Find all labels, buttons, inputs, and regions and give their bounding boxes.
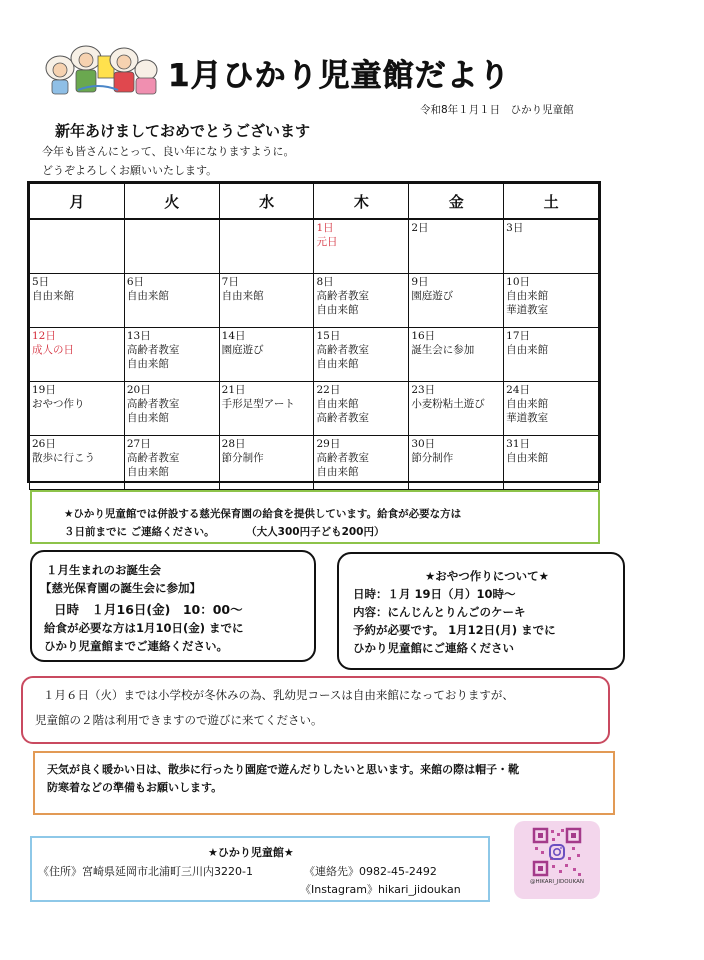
- snack-line: ひかり児童館にご連絡ください: [353, 641, 514, 655]
- day-number: 8日: [316, 276, 334, 288]
- day-event: 成人の日: [32, 344, 74, 356]
- day-event: 自由来館: [32, 290, 74, 302]
- snack-datetime: 日時：１月 19日（月）10時～: [353, 587, 516, 601]
- weekday-header: 水: [219, 184, 314, 220]
- calendar-day-cell: [409, 436, 504, 490]
- weekday-header: 月: [30, 184, 125, 220]
- day-event: 高齢者教室: [126, 344, 180, 356]
- calendar-day-cell: [504, 436, 599, 490]
- calendar-grid: [29, 183, 599, 490]
- calendar-day-cell: [409, 274, 504, 328]
- day-event: 自由来館: [126, 290, 169, 302]
- qr-code-icon: [532, 827, 582, 877]
- calendar-day-cell: [124, 219, 219, 274]
- contact-address: 《住所》宮崎県延岡市北浦町三川内3220-1: [38, 865, 253, 878]
- calendar-day-cell: [124, 382, 219, 436]
- day-number: 13日: [126, 330, 151, 342]
- calendar-week-row: [30, 328, 599, 382]
- notice-line: 児童館の２階は利用できますので遊びに来てください。: [35, 713, 323, 727]
- contact-title: ★ひかり児童館★: [208, 846, 294, 859]
- weather-line: 防寒着などの準備もお願いします。: [47, 781, 223, 794]
- greeting-line: 今年も皆さんにとって、良い年になりますように。: [42, 145, 295, 158]
- day-number: 9日: [411, 276, 429, 288]
- day-number: 10日: [506, 276, 531, 288]
- day-event: 自由来館: [221, 290, 264, 302]
- calendar-day-cell: [219, 328, 314, 382]
- day-number: 16日: [411, 330, 436, 342]
- meal-notice-box: [30, 490, 600, 544]
- birthday-line: 給食が必要な方は1月10日(金) までに: [44, 621, 244, 635]
- day-event: 小麦粉粘土遊び: [411, 398, 485, 410]
- weekday-header: 金: [409, 184, 504, 220]
- day-event: 散歩に行こう: [32, 452, 95, 464]
- day-event: 高齢者教室: [126, 398, 180, 410]
- birthday-title: １月生まれのお誕生会: [46, 563, 161, 577]
- calendar-day-cell: [30, 382, 125, 436]
- greeting-heading: 新年あけましておめでとうございます: [55, 122, 311, 140]
- day-event: 自由来館: [126, 412, 169, 424]
- sheep-children-illustration: [38, 38, 158, 96]
- calendar-day-cell: [504, 219, 599, 274]
- calendar-day-cell: [409, 382, 504, 436]
- instagram-qr-card[interactable]: [514, 821, 600, 899]
- day-number: 19日: [32, 384, 56, 396]
- day-event: 園庭遊び: [221, 344, 264, 356]
- monthly-calendar: [27, 181, 601, 483]
- day-event: 節分制作: [411, 452, 454, 464]
- calendar-day-cell: [504, 382, 599, 436]
- weekday-header: 火: [124, 184, 219, 220]
- birthday-line: ひかり児童館までご連絡ください。: [44, 639, 228, 653]
- contact-instagram: 《Instagram》hikari_jidoukan: [300, 883, 461, 896]
- day-event: 自由来館: [126, 358, 169, 370]
- meal-notice-line: ★ひかり児童館では併設する慈光保育園の給食を提供しています。給食が必要な方は: [64, 508, 462, 520]
- calendar-day-cell: [124, 436, 219, 490]
- day-number: 28日: [221, 438, 246, 450]
- day-event: 高齢者教室: [316, 452, 369, 464]
- calendar-day-cell: [314, 436, 409, 490]
- instagram-handle-label: @HIKARI_JIDOUKAN: [530, 879, 584, 885]
- calendar-day-cell: [314, 219, 409, 274]
- contact-phone: 《連絡先》0982-45-2492: [304, 865, 437, 878]
- day-event: 華道教室: [506, 412, 549, 424]
- calendar-day-cell: [219, 382, 314, 436]
- day-number: 15日: [316, 330, 341, 342]
- day-event: 誕生会に参加: [411, 344, 475, 356]
- day-event: 節分制作: [221, 452, 264, 464]
- weekday-header-row: [30, 184, 599, 220]
- day-event: 自由来館: [316, 466, 359, 478]
- day-number: 22日: [316, 384, 341, 396]
- day-number: 31日: [506, 438, 531, 450]
- birthday-party-box: [30, 550, 316, 662]
- calendar-day-cell: [30, 219, 125, 274]
- calendar-day-cell: [124, 328, 219, 382]
- calendar-day-cell: [30, 274, 125, 328]
- day-number: 7日: [221, 276, 239, 288]
- calendar-day-cell: [504, 328, 599, 382]
- winter-break-notice-box: [21, 676, 610, 744]
- greeting-line: どうぞよろしくお願いいたします。: [42, 164, 218, 177]
- calendar-day-cell: [124, 274, 219, 328]
- calendar-day-cell: [504, 274, 599, 328]
- snack-making-box: [337, 552, 625, 670]
- meal-notice-line: ３日前までに ご連絡ください。 （大人300円子ども200円）: [64, 526, 385, 538]
- weekday-header: 土: [504, 184, 599, 220]
- snack-line: 予約が必要です。 1月12日(月) までに: [353, 623, 556, 637]
- day-event: 自由来館: [126, 466, 169, 478]
- day-number: 21日: [221, 384, 246, 396]
- snack-title: ★おやつ作りについて★: [425, 569, 549, 583]
- day-event: 自由来館: [506, 398, 549, 410]
- calendar-week-row: [30, 274, 599, 328]
- calendar-week-row: [30, 382, 599, 436]
- weekday-header: 木: [314, 184, 409, 220]
- day-event: 手形足型アート: [221, 398, 295, 410]
- day-event: 華道教室: [506, 304, 549, 316]
- page-title: 1月ひかり児童館だより: [168, 58, 511, 94]
- issue-date: 令和8年１月１日 ひかり児童館: [420, 104, 574, 116]
- day-number: 5日: [32, 276, 50, 288]
- day-event: 元日: [316, 236, 338, 248]
- birthday-subtitle: 【慈光保育園の誕生会に参加】: [40, 581, 201, 595]
- calendar-day-cell: [409, 219, 504, 274]
- calendar-day-cell: [30, 328, 125, 382]
- day-number: 26日: [32, 438, 56, 450]
- day-event: 高齢者教室: [316, 344, 369, 356]
- birthday-datetime: 日時 １月16日(金) 10：00～: [54, 602, 243, 617]
- day-event: 高齢者教室: [316, 290, 369, 302]
- weather-line: 天気が良く暖かい日は、散歩に行ったり園庭で遊んだりしたいと思います。来館の際は帽子・靴: [47, 763, 520, 776]
- calendar-day-cell: [314, 274, 409, 328]
- notice-line: １月６日（火）までは小学校が冬休みの為、乳幼児コースは自由来館になっておりますが、: [43, 688, 514, 702]
- day-event: 自由来館: [316, 358, 359, 370]
- day-event: 自由来館: [506, 290, 549, 302]
- calendar-day-cell: [219, 274, 314, 328]
- day-number: 23日: [411, 384, 436, 396]
- day-number: 2日: [411, 222, 429, 234]
- day-number: 24日: [506, 384, 531, 396]
- calendar-week-row: [30, 219, 599, 274]
- day-number: 14日: [221, 330, 246, 342]
- day-event: 園庭遊び: [411, 290, 454, 302]
- day-event: 自由来館: [316, 398, 359, 410]
- day-number: 12日: [32, 330, 56, 342]
- calendar-day-cell: [409, 328, 504, 382]
- calendar-week-row: [30, 436, 599, 490]
- snack-content: 内容：にんじんとりんごのケーキ: [353, 605, 526, 619]
- calendar-day-cell: [219, 436, 314, 490]
- day-number: 6日: [126, 276, 145, 288]
- day-event: おやつ作り: [32, 398, 85, 410]
- day-event: 自由来館: [506, 452, 549, 464]
- calendar-day-cell: [314, 382, 409, 436]
- day-number: 1日: [316, 222, 334, 234]
- contact-info-box: [30, 836, 490, 902]
- calendar-day-cell: [314, 328, 409, 382]
- day-event: 自由来館: [506, 344, 549, 356]
- day-event: 自由来館: [316, 304, 359, 316]
- day-number: 20日: [126, 384, 151, 396]
- day-number: 3日: [506, 222, 524, 234]
- day-event: 高齢者教室: [126, 452, 180, 464]
- day-number: 30日: [411, 438, 436, 450]
- weather-notice-box: [33, 751, 615, 815]
- day-number: 17日: [506, 330, 531, 342]
- calendar-day-cell: [30, 436, 125, 490]
- day-event: 高齢者教室: [316, 412, 369, 424]
- day-number: 29日: [316, 438, 341, 450]
- day-number: 27日: [126, 438, 151, 450]
- calendar-day-cell: [219, 219, 314, 274]
